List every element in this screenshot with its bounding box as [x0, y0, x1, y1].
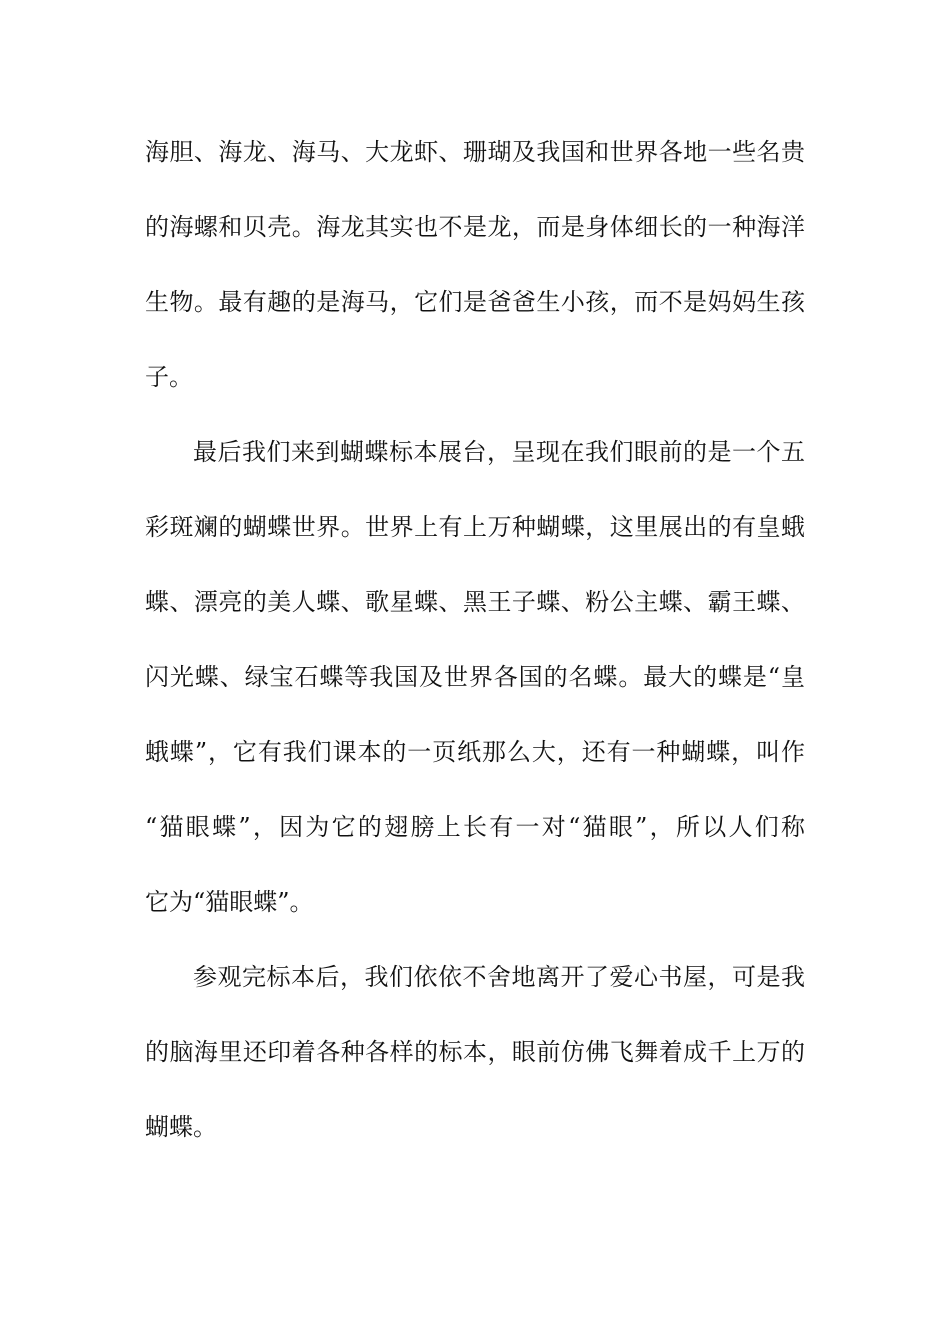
paragraph-1-line-4: 子。 [145, 363, 193, 391]
paragraph-2-line-3: 蝶、漂亮的美人蝶、歌星蝶、黑王子蝶、粉公主蝶、霸王蝶、 [145, 588, 805, 616]
paragraph-1-line-1: 海胆、海龙、海马、大龙虾、珊瑚及我国和世界各地一些名贵 [145, 138, 805, 166]
paragraph-3-line-1: 参观完标本后，我们依依不舍地离开了爱心书屋，可是我 [193, 963, 805, 991]
paragraph-2-line-4: 闪光蝶、绿宝石蝶等我国及世界各国的名蝶。最大的蝶是“皇 [145, 663, 805, 691]
paragraph-3-line-2: 的脑海里还印着各种各样的标本，眼前仿佛飞舞着成千上万的 [145, 1038, 805, 1066]
paragraph-1-line-2: 的海螺和贝壳。海龙其实也不是龙，而是身体细长的一种海洋 [145, 213, 805, 241]
paragraph-2-line-2: 彩斑斓的蝴蝶世界。世界上有上万种蝴蝶，这里展出的有皇蛾 [145, 513, 805, 541]
paragraph-2-line-6: “猫眼蝶”，因为它的翅膀上长有一对“猫眼”，所以人们称 [145, 813, 805, 841]
paragraph-2-line-7: 它为“猫眼蝶”。 [145, 888, 314, 916]
paragraph-2-line-1: 最后我们来到蝴蝶标本展台，呈现在我们眼前的是一个五 [193, 438, 805, 466]
paragraph-2-line-5: 蛾蝶”，它有我们课本的一页纸那么大，还有一种蝴蝶，叫作 [145, 738, 805, 766]
paragraph-1-line-3: 生物。最有趣的是海马，它们是爸爸生小孩，而不是妈妈生孩 [145, 288, 805, 316]
paragraph-3-line-3: 蝴蝶。 [145, 1113, 217, 1141]
